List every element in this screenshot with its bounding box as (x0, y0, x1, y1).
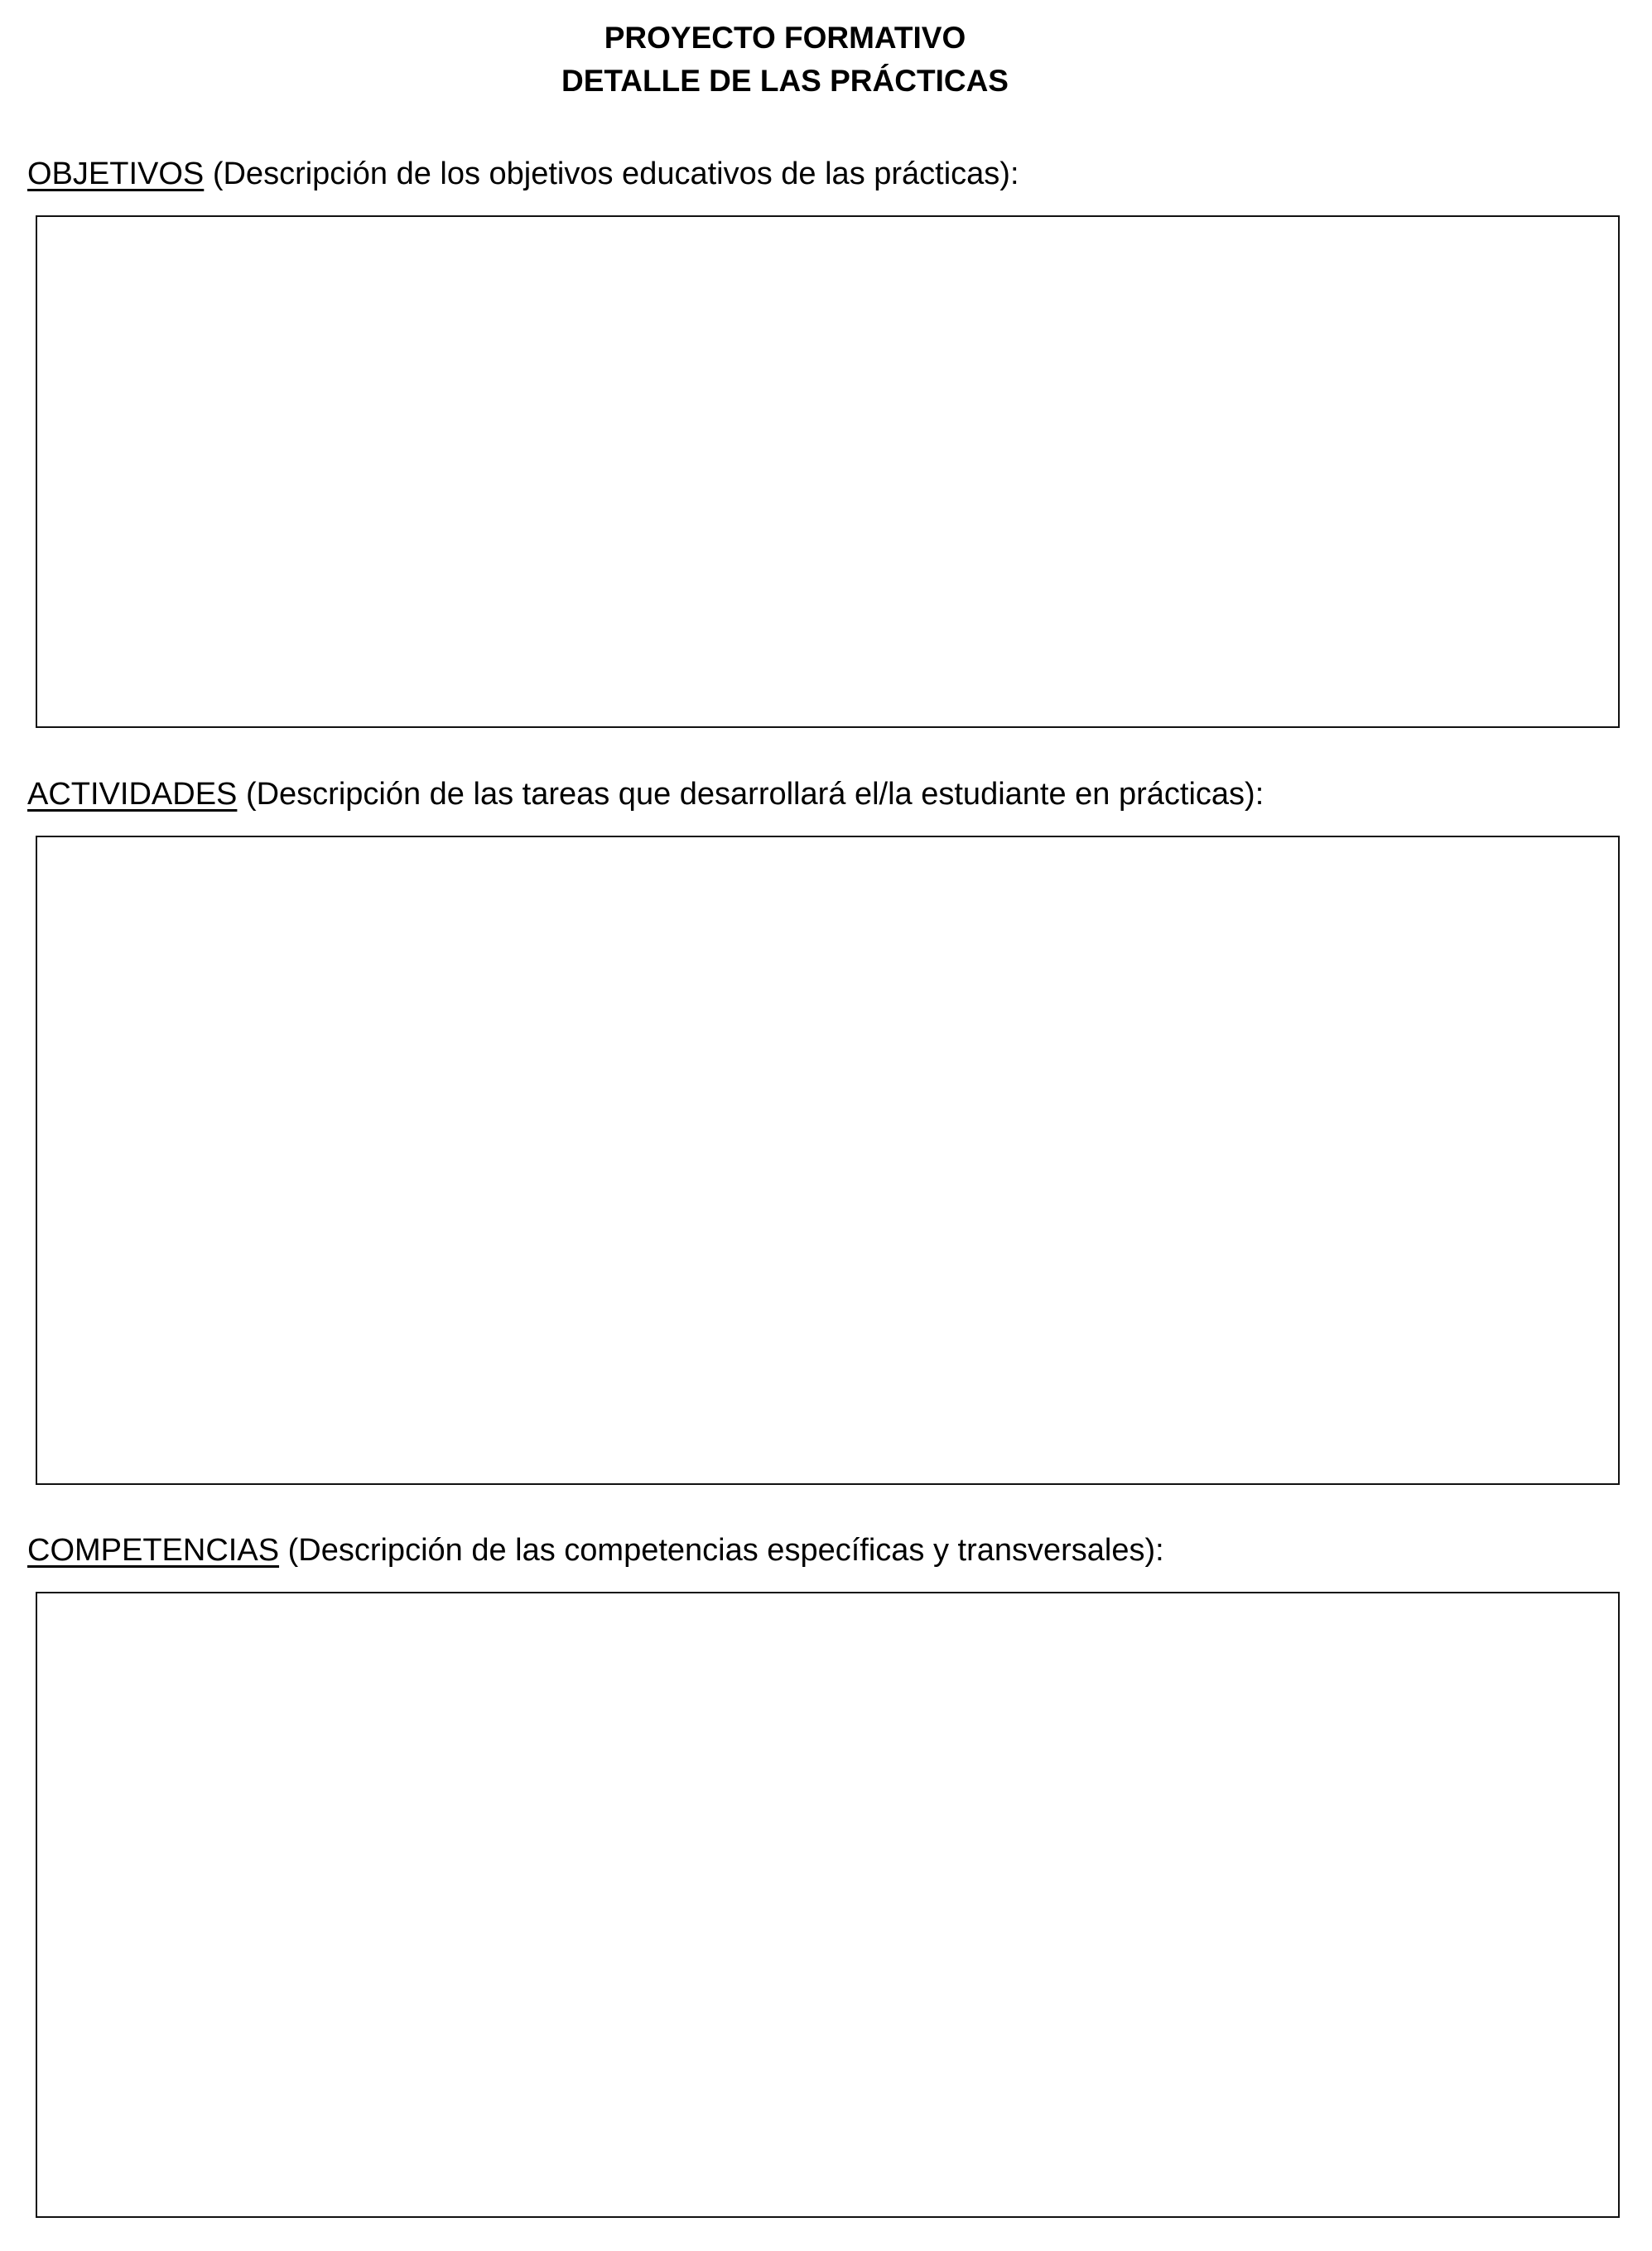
actividades-field[interactable] (36, 836, 1620, 1485)
document-subtitle: DETALLE DE LAS PRÁCTICAS (561, 64, 1009, 98)
competencias-description: (Descripción de las competencias específicas y transversales): (279, 1533, 1164, 1568)
competencias-field[interactable] (36, 1592, 1620, 2218)
actividades-heading: ACTIVIDADES (27, 777, 238, 812)
actividades-description: (Descripción de las tareas que desarrollará el/la estudiante en prácticas): (237, 777, 1264, 812)
document-title: PROYECTO FORMATIVO (604, 21, 966, 55)
objetivos-heading: OBJETIVOS (27, 157, 205, 191)
competencias-label (27, 1535, 1164, 1566)
objetivos-field[interactable] (36, 215, 1620, 728)
objetivos-label (27, 158, 1019, 190)
actividades-label (27, 778, 1264, 810)
competencias-heading: COMPETENCIAS (27, 1533, 280, 1568)
objetivos-description: (Descripción de los objetivos educativos de las prácticas): (204, 157, 1019, 191)
